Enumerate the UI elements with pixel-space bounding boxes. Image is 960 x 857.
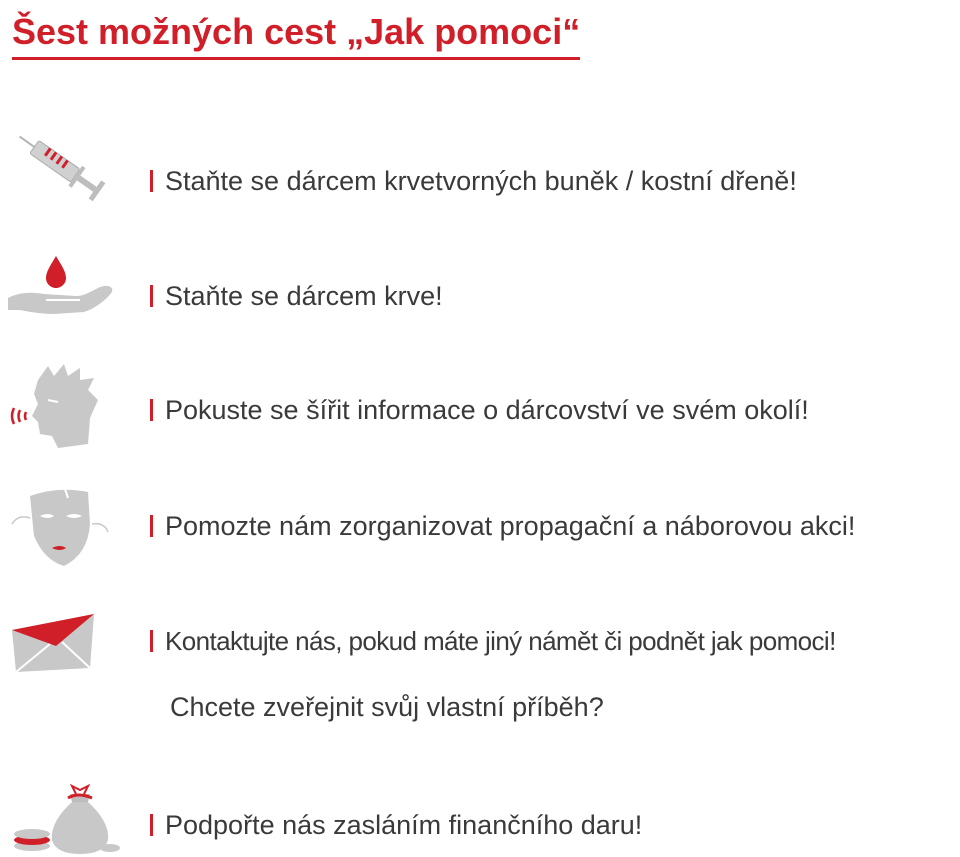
page-title: Šest možných cest „Jak pomoci“ — [12, 8, 580, 60]
list-item — [150, 393, 809, 427]
item-text: Staňte se dárcem krvetvorných buněk / kostní dřeně! — [165, 166, 797, 196]
accent-bar — [150, 515, 153, 537]
syringe-icon — [8, 128, 118, 206]
accent-bar — [150, 170, 153, 192]
speaking-head-icon — [8, 360, 104, 450]
list-item — [150, 624, 836, 658]
item-text: Pomozte nám zorganizovat propagační a náborovou akci! — [165, 511, 856, 541]
blood-drop-hand-icon — [6, 252, 118, 318]
accent-bar — [150, 814, 153, 836]
list-item — [150, 509, 855, 543]
list-item — [150, 279, 443, 313]
money-bag-icon — [10, 782, 122, 856]
accent-bar — [150, 285, 153, 307]
item-text: Pokuste se šířit informace o dárcovství ve svém okolí! — [165, 395, 809, 425]
item-text: Kontaktujte nás, pokud máte jiný námět či podnět jak pomoci! — [165, 626, 836, 656]
accent-bar — [150, 630, 153, 652]
list-item — [150, 808, 642, 842]
item-subtext: Chcete zveřejnit svůj vlastní příběh? — [170, 692, 604, 722]
item-text: Podpořte nás zasláním finančního daru! — [165, 810, 643, 840]
accent-bar — [150, 399, 153, 421]
mask-icon — [8, 484, 112, 572]
item-text: Staňte se dárcem krve! — [165, 281, 443, 311]
envelope-icon — [10, 608, 96, 674]
list-item — [150, 164, 797, 198]
